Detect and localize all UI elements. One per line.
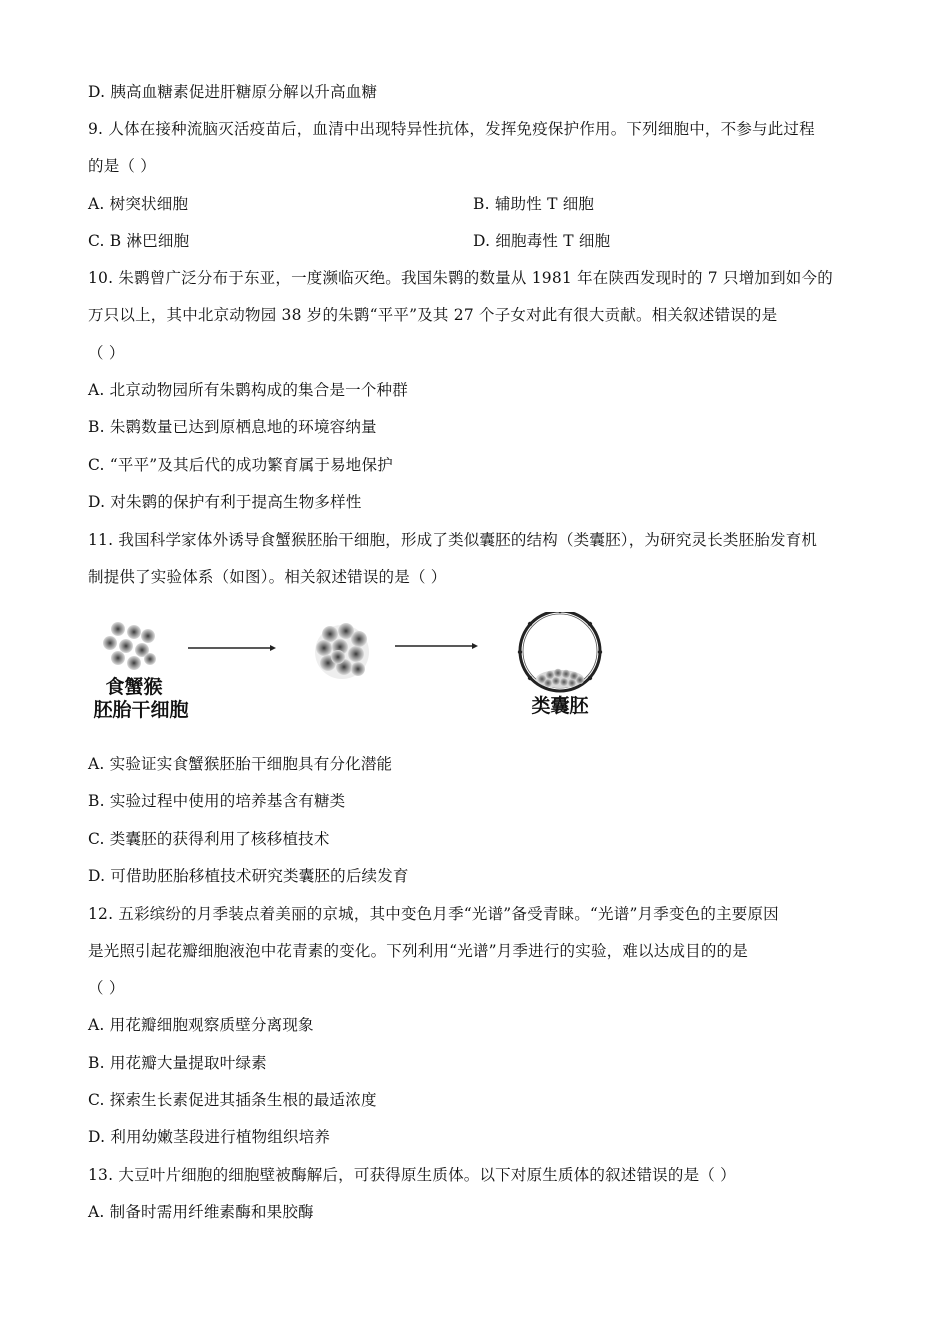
cell-aggregate-icon (315, 623, 369, 679)
q10-option-b: B. 朱鹮数量已达到原栖息地的环境容纳量 (88, 418, 377, 436)
q8-option-d: D. 胰高血糖素促进肝糖原分解以升高血糖 (88, 83, 378, 101)
arrow-1-icon (188, 645, 276, 651)
q10-option-a: A. 北京动物园所有朱鹮构成的集合是一个种群 (88, 381, 408, 399)
q12-option-d: D. 利用幼嫩茎段进行植物组织培养 (88, 1128, 331, 1146)
q12-option-b: B. 用花瓣大量提取叶绿素 (88, 1054, 267, 1072)
q12-stem-line-2: 是光照引起花瓣细胞液泡中花青素的变化。下列利用“光谱”月季进行的实验，难以达成目的的是 (88, 942, 748, 960)
q12-option-c: C. 探索生长素促进其插条生根的最适浓度 (88, 1091, 377, 1109)
q9-option-b: B. 辅助性 T 细胞 (473, 195, 595, 213)
q9-stem-line-2: 的是（ ） (88, 157, 156, 175)
q12-option-a: A. 用花瓣细胞观察质壁分离现象 (88, 1016, 314, 1034)
q10-stem-line-1: 10. 朱鹮曾广泛分布于东亚，一度濒临灭绝。我国朱鹮的数量从 1981 年在陕西发现时的 7 只增加到如今的 (88, 269, 833, 287)
q10-stem-line-2: 万只以上，其中北京动物园 38 岁的朱鹮“平平”及其 27 个子女对此有很大贡献。相关叙述错误的是 (88, 306, 778, 324)
q9-stem-line-1: 9. 人体在接种流脑灭活疫苗后，血清中出现特异性抗体，发挥免疫保护作用。下列细胞中，不参与此过程 (88, 120, 815, 138)
q13-option-a: A. 制备时需用纤维素酶和果胶酶 (88, 1203, 314, 1221)
q11-stem-line-2: 制提供了实验体系（如图）。相关叙述错误的是（ ） (88, 568, 447, 586)
q11-stem-line-1: 11. 我国科学家体外诱导食蟹猴胚胎干细胞，形成了类似囊胚的结构（类囊胚），为研究灵长类胚胎发育机 (88, 531, 818, 549)
q10-stem-line-3: （ ） (88, 344, 125, 362)
q10-option-d: D. 对朱鹮的保护有利于提高生物多样性 (88, 493, 362, 511)
q13-stem-line-1: 13. 大豆叶片细胞的细胞壁被酶解后，可获得原生质体。以下对原生质体的叙述错误的是（ ） (88, 1166, 736, 1184)
q12-stem-line-1: 12. 五彩缤纷的月季装点着美丽的京城，其中变色月季“光谱”备受青睐。“光谱”月季变色的主要原因 (88, 905, 779, 923)
q9-option-a: A. 树突状细胞 (88, 195, 189, 213)
q11-option-d: D. 可借助胚胎移植技术研究类囊胚的后续发育 (88, 867, 409, 885)
blastoid-label: 类囊胚 (531, 695, 589, 717)
stem-cells-icon (103, 622, 156, 670)
q11-option-c: C. 类囊胚的获得利用了核移植技术 (88, 830, 330, 848)
arrow-2-icon (395, 643, 478, 649)
stem-cell-label-line-2: 胚胎干细胞 (93, 699, 189, 721)
stem-cell-label-line-1: 食蟹猴 (105, 676, 163, 698)
q9-option-d: D. 细胞毒性 T 细胞 (473, 232, 611, 250)
q12-stem-line-3: （ ） (88, 979, 125, 997)
blastoid-figure (88, 612, 628, 732)
q10-option-c: C. “平平”及其后代的成功繁育属于易地保护 (88, 456, 393, 474)
q11-option-b: B. 实验过程中使用的培养基含有糖类 (88, 792, 346, 810)
q9-option-c: C. B 淋巴细胞 (88, 232, 190, 250)
q11-option-a: A. 实验证实食蟹猴胚胎干细胞具有分化潜能 (88, 755, 393, 773)
blastoid-icon (518, 612, 602, 691)
